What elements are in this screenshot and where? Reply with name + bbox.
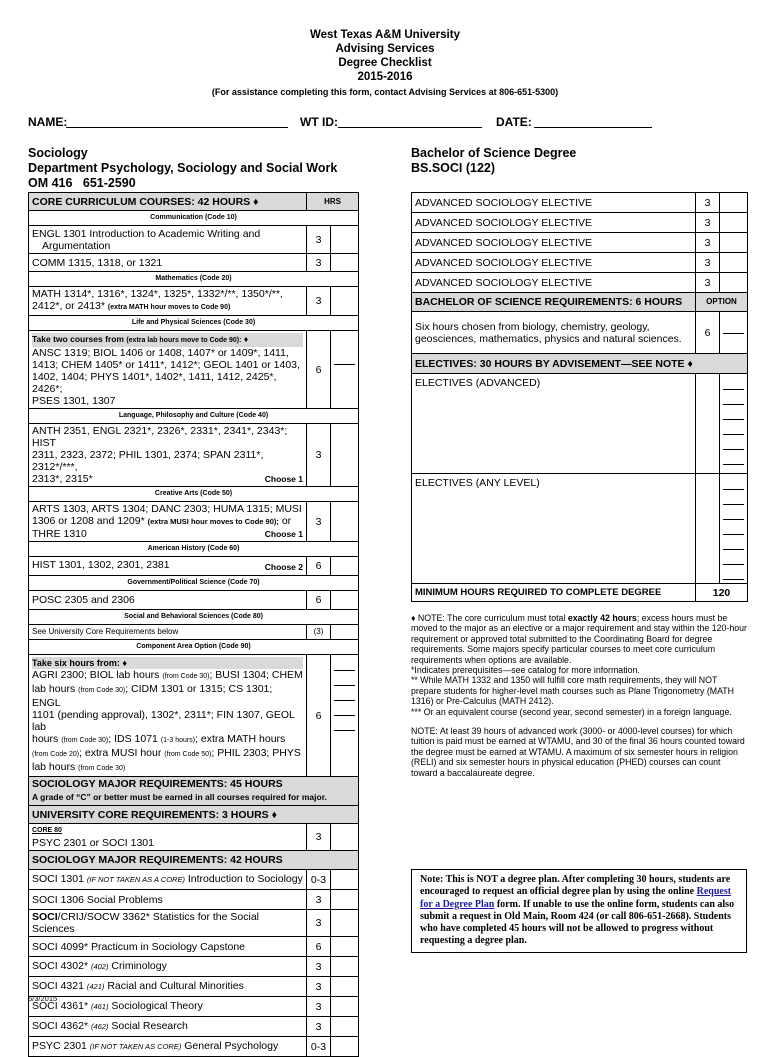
code-10-label: Communication (Code 10)	[29, 211, 359, 226]
completion-box[interactable]	[720, 193, 748, 213]
table-row	[412, 193, 748, 213]
choose-label: Choose 1	[264, 474, 303, 484]
footer-date: 6/3/2015	[28, 994, 58, 1003]
hours-value: 3	[696, 213, 720, 233]
course-code: SOCI	[32, 911, 58, 923]
hours-value	[696, 374, 720, 474]
table-row	[412, 233, 748, 253]
table-row	[29, 1037, 359, 1057]
course-note: (IF NOT TAKEN AS CORE)	[89, 1042, 182, 1051]
degree-plan-request-link[interactable]: Request for a Degree Plan	[420, 886, 732, 910]
degree-requirements-table	[411, 192, 748, 602]
degree-name: Bachelor of Science Degree	[411, 146, 577, 160]
date-label: DATE:	[496, 115, 532, 129]
component-lead: Take six hours from: ♦	[32, 657, 303, 669]
electives-title: ELECTIVES: 30 HOURS BY ADVISEMENT—SEE NOTE ♦	[412, 354, 748, 374]
university-name: West Texas A&M University	[310, 29, 460, 41]
name-field[interactable]	[66, 127, 288, 128]
table-row	[412, 474, 748, 584]
code-30-label: Life and Physical Sciences (Code 30)	[29, 316, 359, 331]
course-code: SOCI 4321	[32, 980, 84, 992]
course-title: Social Research	[111, 1020, 188, 1032]
course-engl-1301-cont: Argumentation	[42, 239, 111, 252]
life-options-4: PSES 1301, 1307	[32, 395, 116, 407]
date-field[interactable]	[534, 127, 652, 128]
completion-box[interactable]	[331, 957, 359, 977]
hours-value: 0-3	[307, 1037, 331, 1057]
completion-box[interactable]	[720, 273, 748, 293]
comp-text: lab hours	[32, 761, 76, 773]
course-title: Criminology	[111, 960, 167, 972]
table-row	[29, 331, 359, 409]
table-row	[29, 591, 359, 610]
completion-box[interactable]	[331, 997, 359, 1017]
table-row	[29, 655, 359, 777]
hours-value: 6	[307, 591, 331, 610]
degree-code: BS.SOCI (122)	[411, 161, 496, 175]
table-row	[29, 1017, 359, 1037]
table-row	[412, 312, 748, 354]
completion-box[interactable]	[331, 424, 359, 487]
document-title: Degree Checklist	[338, 57, 432, 69]
course-math-cont: 2412*, or 2413*	[32, 300, 105, 312]
arts-options-3: THRE 1310	[32, 528, 87, 540]
course-math: MATH 1314*, 1316*, 1324*, 1325*, 1332*/**, 1350*/**,	[32, 288, 283, 300]
course-title: Sociological Theory	[111, 1000, 203, 1012]
notice-text: Note: This is NOT a degree plan. After completing 30 hours, students are encouraged to request an official degree plan by using the online	[420, 874, 731, 898]
life-options-1: ANSC 1319; BIOL 1406 or 1408, 1407* or 1409*, 1411,	[32, 347, 289, 359]
hours-value: 3	[307, 502, 331, 542]
hours-value: 3	[307, 424, 331, 487]
core-note-cont: ; excess hours must be moved to the major as an elective or a major requirement and stay within the 120-hour requirement or approved total submitted to the Coordinating Board for degree requirements. Some majors specify particular courses to meet core curriculum requirements when options are available.	[411, 613, 747, 665]
table-row	[29, 824, 359, 851]
course-title: Introduction to Sociology	[187, 873, 303, 885]
comp-text: ; IDS 1071	[108, 733, 158, 745]
advanced-elective: ADVANCED SOCIOLOGY ELECTIVE	[412, 253, 696, 273]
department-office: OM 416 651-2590	[28, 176, 136, 190]
hrs-header: HRS	[307, 193, 359, 211]
language-note: *** Or an equivalent course (second year, second semester) in a foreign language.	[411, 706, 732, 717]
course-title: General Psychology	[184, 1040, 279, 1052]
completion-box[interactable]	[331, 625, 359, 640]
choose-label: Choose 1	[264, 529, 303, 539]
university-core-title: UNIVERSITY CORE REQUIREMENTS: 3 HOURS ♦	[29, 806, 359, 824]
wtid-label: WT ID:	[300, 115, 338, 129]
completion-box[interactable]	[331, 937, 359, 957]
code-60-label: American History (Code 60)	[29, 542, 359, 557]
lang-options-3: 2313*, 2315*	[32, 473, 93, 485]
comp-text: hours	[32, 733, 59, 745]
course-code: SOCI 1301	[32, 873, 84, 885]
table-row	[29, 424, 359, 487]
hours-value: 3	[696, 253, 720, 273]
course-soci-1306: SOCI 1306 Social Problems	[29, 890, 307, 910]
table-row	[29, 890, 359, 910]
life-lead-note: (extra lab hours move to Code 90):	[126, 337, 242, 344]
completion-box[interactable]	[720, 374, 748, 474]
hours-value: (3)	[307, 625, 331, 640]
prereq-note: *Indicates prerequisites—see catalog for more information.	[411, 665, 640, 676]
course-code: SOCI 4361*	[32, 1000, 89, 1012]
comp-note: (from Code 20)	[32, 751, 80, 758]
comp-text: ; BUSI 1304; CHEM	[209, 669, 303, 681]
completion-box[interactable]	[331, 591, 359, 610]
table-row	[29, 870, 359, 890]
hours-value: 0-3	[307, 870, 331, 890]
course-hist: HIST 1301, 1302, 2301, 2381	[32, 559, 170, 571]
core-note-emphasis: exactly 42 hours	[567, 613, 637, 623]
table-row	[29, 910, 359, 937]
hours-value	[696, 474, 720, 584]
arts-or: or	[281, 515, 292, 527]
completion-box[interactable]	[331, 824, 359, 851]
course-note: (402)	[90, 962, 109, 971]
advanced-elective: ADVANCED SOCIOLOGY ELECTIVE	[412, 193, 696, 213]
office-name: Advising Services	[335, 43, 435, 55]
life-options-2: 1413; CHEM 1405* or 1411*, 1412*; GEOL 1401 or 1403,	[32, 359, 300, 371]
degree-plan-notice	[411, 869, 747, 953]
wtid-field[interactable]	[338, 127, 482, 128]
comp-text: ; PHIL 2303; PHYS	[211, 747, 301, 759]
advanced-elective: ADVANCED SOCIOLOGY ELECTIVE	[412, 213, 696, 233]
table-row	[29, 502, 359, 542]
electives-advanced: ELECTIVES (ADVANCED)	[412, 374, 696, 474]
completion-box[interactable]	[331, 331, 359, 409]
completion-box[interactable]	[720, 312, 748, 354]
hours-value: 3	[307, 254, 331, 272]
course-code: SOCI 4362*	[32, 1020, 89, 1032]
table-row	[412, 213, 748, 233]
code-80-label: Social and Behavioral Sciences (Code 80)	[29, 610, 359, 625]
advanced-work-note: NOTE: At least 39 hours of advanced work (3000- or 4000-level courses) for which tuition is paid must be earned at WTAMU, and 30 of the final 36 hours counted toward the degree must be earned at WTAMU. A maximum of six semester hours in religion (RELI) and six semester hours in physical education (PHED) courses can count toward a baccalaureate degree.	[411, 726, 745, 778]
math-note: (extra MATH hour moves to Code 90)	[107, 304, 231, 311]
hours-value: 3	[307, 997, 331, 1017]
program-name: Sociology	[28, 146, 88, 160]
hours-value: 3	[307, 1017, 331, 1037]
arts-note: (extra MUSI hour moves to Code 90);	[147, 517, 279, 526]
sociology-major-title: SOCIOLOGY MAJOR REQUIREMENTS: 42 HOURS	[29, 851, 359, 870]
minimum-hours-value: 120	[696, 584, 748, 602]
core-80-label: CORE 80	[32, 827, 62, 834]
electives-any-level: ELECTIVES (ANY LEVEL)	[412, 474, 696, 584]
table-row	[29, 254, 359, 272]
code-50-label: Creative Arts (Code 50)	[29, 487, 359, 502]
completion-box[interactable]	[720, 253, 748, 273]
completion-box[interactable]	[331, 502, 359, 542]
bs-options-2: geosciences, mathematics, physics and natural sciences.	[415, 332, 682, 345]
course-comm: COMM 1315, 1318, or 1321	[29, 254, 307, 272]
lang-options-1: ANTH 2351, ENGL 2321*, 2326*, 2331*, 2341*, 2343*; HIST	[32, 425, 288, 449]
hours-value: 3	[307, 910, 331, 937]
hours-value: 3	[696, 233, 720, 253]
comp-text: 1101 (pending approval), 1302*, 2311*; FIN 1307, GEOL lab	[32, 709, 295, 733]
code-70-label: Government/Political Science (Code 70)	[29, 576, 359, 591]
option-header: OPTION	[696, 293, 748, 312]
course-engl-1301: ENGL 1301 Introduction to Academic Writing and	[32, 227, 261, 240]
completion-box[interactable]	[331, 1017, 359, 1037]
comp-note: (from Code 50)	[164, 751, 212, 758]
major-requirements-title: SOCIOLOGY MAJOR REQUIREMENTS: 45 HOURS	[32, 778, 283, 790]
course-psyc-or-soci: PSYC 2301 or SOCI 1301	[32, 837, 154, 849]
comp-note: (from Code 30)	[61, 737, 109, 744]
core-note: ♦ NOTE: The core curriculum must total	[411, 613, 566, 623]
completion-box[interactable]	[720, 213, 748, 233]
table-row	[29, 625, 359, 640]
course-code: PSYC 2301	[32, 1040, 87, 1052]
core-header: CORE CURRICULUM COURSES: 42 HOURS ♦	[29, 193, 307, 211]
comp-text: ; CIDM 1301 or 1315; CS 1301; ENGL	[32, 683, 273, 709]
bs-options-1: Six hours chosen from biology, chemistry, geology,	[415, 320, 650, 333]
hours-value: 6	[307, 331, 331, 409]
course-note: (421)	[86, 982, 105, 991]
arts-options-2: 1306 or 1208 and 1209*	[32, 515, 145, 527]
life-lead: Take two courses from	[32, 334, 124, 344]
hours-value: 3	[307, 890, 331, 910]
hours-value: 3	[696, 273, 720, 293]
table-row	[29, 557, 359, 576]
table-row	[412, 374, 748, 474]
course-posc: POSC 2305 and 2306	[29, 591, 307, 610]
code-40-label: Language, Philosophy and Culture (Code 40)	[29, 409, 359, 424]
bs-requirements-title: BACHELOR OF SCIENCE REQUIREMENTS: 6 HOURS	[412, 293, 696, 312]
academic-year: 2015-2016	[357, 71, 413, 83]
completion-box[interactable]	[331, 870, 359, 890]
life-options-3: 1402, 1404; PHYS 1401*, 1402*, 1411, 1412, 2425*, 2426*;	[32, 371, 277, 395]
course-title: Racial and Cultural Minorities	[107, 980, 244, 992]
notes-section	[411, 613, 749, 778]
table-row	[29, 957, 359, 977]
lang-options-2: 2311, 2323, 2372; PHIL 1301, 2374; SPAN 2311*, 2312*/***,	[32, 449, 264, 473]
hours-value: 3	[307, 957, 331, 977]
completion-box[interactable]	[331, 910, 359, 937]
math-note: ** While MATH 1332 and 1350 will fulfill core math requirements, they will NOT prepare students for higher-level math courses such as Plane Trigonometry (MATH 1316) or Pre-Calculus (MATH 2412).	[411, 675, 735, 707]
completion-box[interactable]	[331, 1037, 359, 1057]
course-note: (462)	[90, 1022, 109, 1031]
code-20-label: Mathematics (Code 20)	[29, 272, 359, 287]
comp-note: (1-3 hours)	[160, 737, 196, 744]
hours-value: 6	[696, 312, 720, 354]
comp-text: lab hours	[32, 683, 76, 695]
table-row	[29, 977, 359, 997]
core-curriculum-table	[28, 192, 359, 1057]
course-code: SOCI 4302*	[32, 960, 89, 972]
completion-box[interactable]	[331, 890, 359, 910]
comp-note: (from Code 30)	[78, 765, 126, 772]
completion-box[interactable]	[331, 287, 359, 316]
table-row	[29, 997, 359, 1017]
completion-box[interactable]	[331, 655, 359, 777]
advanced-elective: ADVANCED SOCIOLOGY ELECTIVE	[412, 233, 696, 253]
hours-value: 6	[307, 655, 331, 777]
comp-note: (from Code 30)	[162, 673, 210, 680]
code-90-label: Component Area Option (Code 90)	[29, 640, 359, 655]
choose-label: Choose 2	[264, 562, 303, 572]
completion-box[interactable]	[331, 254, 359, 272]
course-title: /CRIJ/SOCW 3362* Statistics for the Social Sciences	[32, 911, 259, 935]
completion-box[interactable]	[331, 557, 359, 576]
name-label: NAME:	[28, 115, 68, 129]
table-row	[29, 287, 359, 316]
hours-value: 3	[307, 287, 331, 316]
course-note: (461)	[90, 1002, 109, 1011]
completion-box[interactable]	[720, 474, 748, 584]
course-note: (IF NOT TAKEN AS A CORE)	[86, 875, 185, 884]
arts-options-1: ARTS 1303, ARTS 1304; DANC 2303; HUMA 1315; MUSI	[32, 503, 302, 515]
hours-value: 3	[307, 977, 331, 997]
department-name: Department Psychology, Sociology and Social Work	[28, 161, 338, 175]
hours-value: 3	[307, 226, 331, 254]
table-row	[29, 226, 359, 254]
notice-text-cont: form. If unable to use the online form, students can also submit a request in Old Main, Room 424 (or call 806-651-2668). Students who have completed 45 hours will not be allowed to progress without requesting a degree plan.	[420, 898, 735, 947]
comp-note: (from Code 30)	[78, 687, 126, 694]
comp-text: AGRI 2300; BIOL lab hours	[32, 669, 160, 681]
completion-box[interactable]	[331, 226, 359, 254]
advanced-elective: ADVANCED SOCIOLOGY ELECTIVE	[412, 273, 696, 293]
table-row	[412, 253, 748, 273]
completion-box[interactable]	[720, 233, 748, 253]
comp-text: ; extra MATH hours	[195, 733, 286, 745]
minimum-hours-label: MINIMUM HOURS REQUIRED TO COMPLETE DEGREE	[412, 584, 696, 602]
grade-requirement-note: A grade of “C” or better must be earned in all courses required for major.	[32, 792, 327, 802]
hours-value: 3	[307, 824, 331, 851]
diamond-icon: ♦	[243, 334, 249, 344]
social-see-note: See University Core Requirements below	[29, 625, 307, 640]
course-soci-4099: SOCI 4099* Practicum in Sociology Capstone	[29, 937, 307, 957]
hours-value: 6	[307, 557, 331, 576]
assistance-note: (For assistance completing this form, contact Advising Services at 806-651-5300)	[211, 87, 559, 97]
comp-text: ; extra MUSI hour	[79, 747, 162, 759]
completion-box[interactable]	[331, 977, 359, 997]
hours-value: 3	[696, 193, 720, 213]
hours-value: 6	[307, 937, 331, 957]
table-row	[29, 937, 359, 957]
table-row	[412, 273, 748, 293]
